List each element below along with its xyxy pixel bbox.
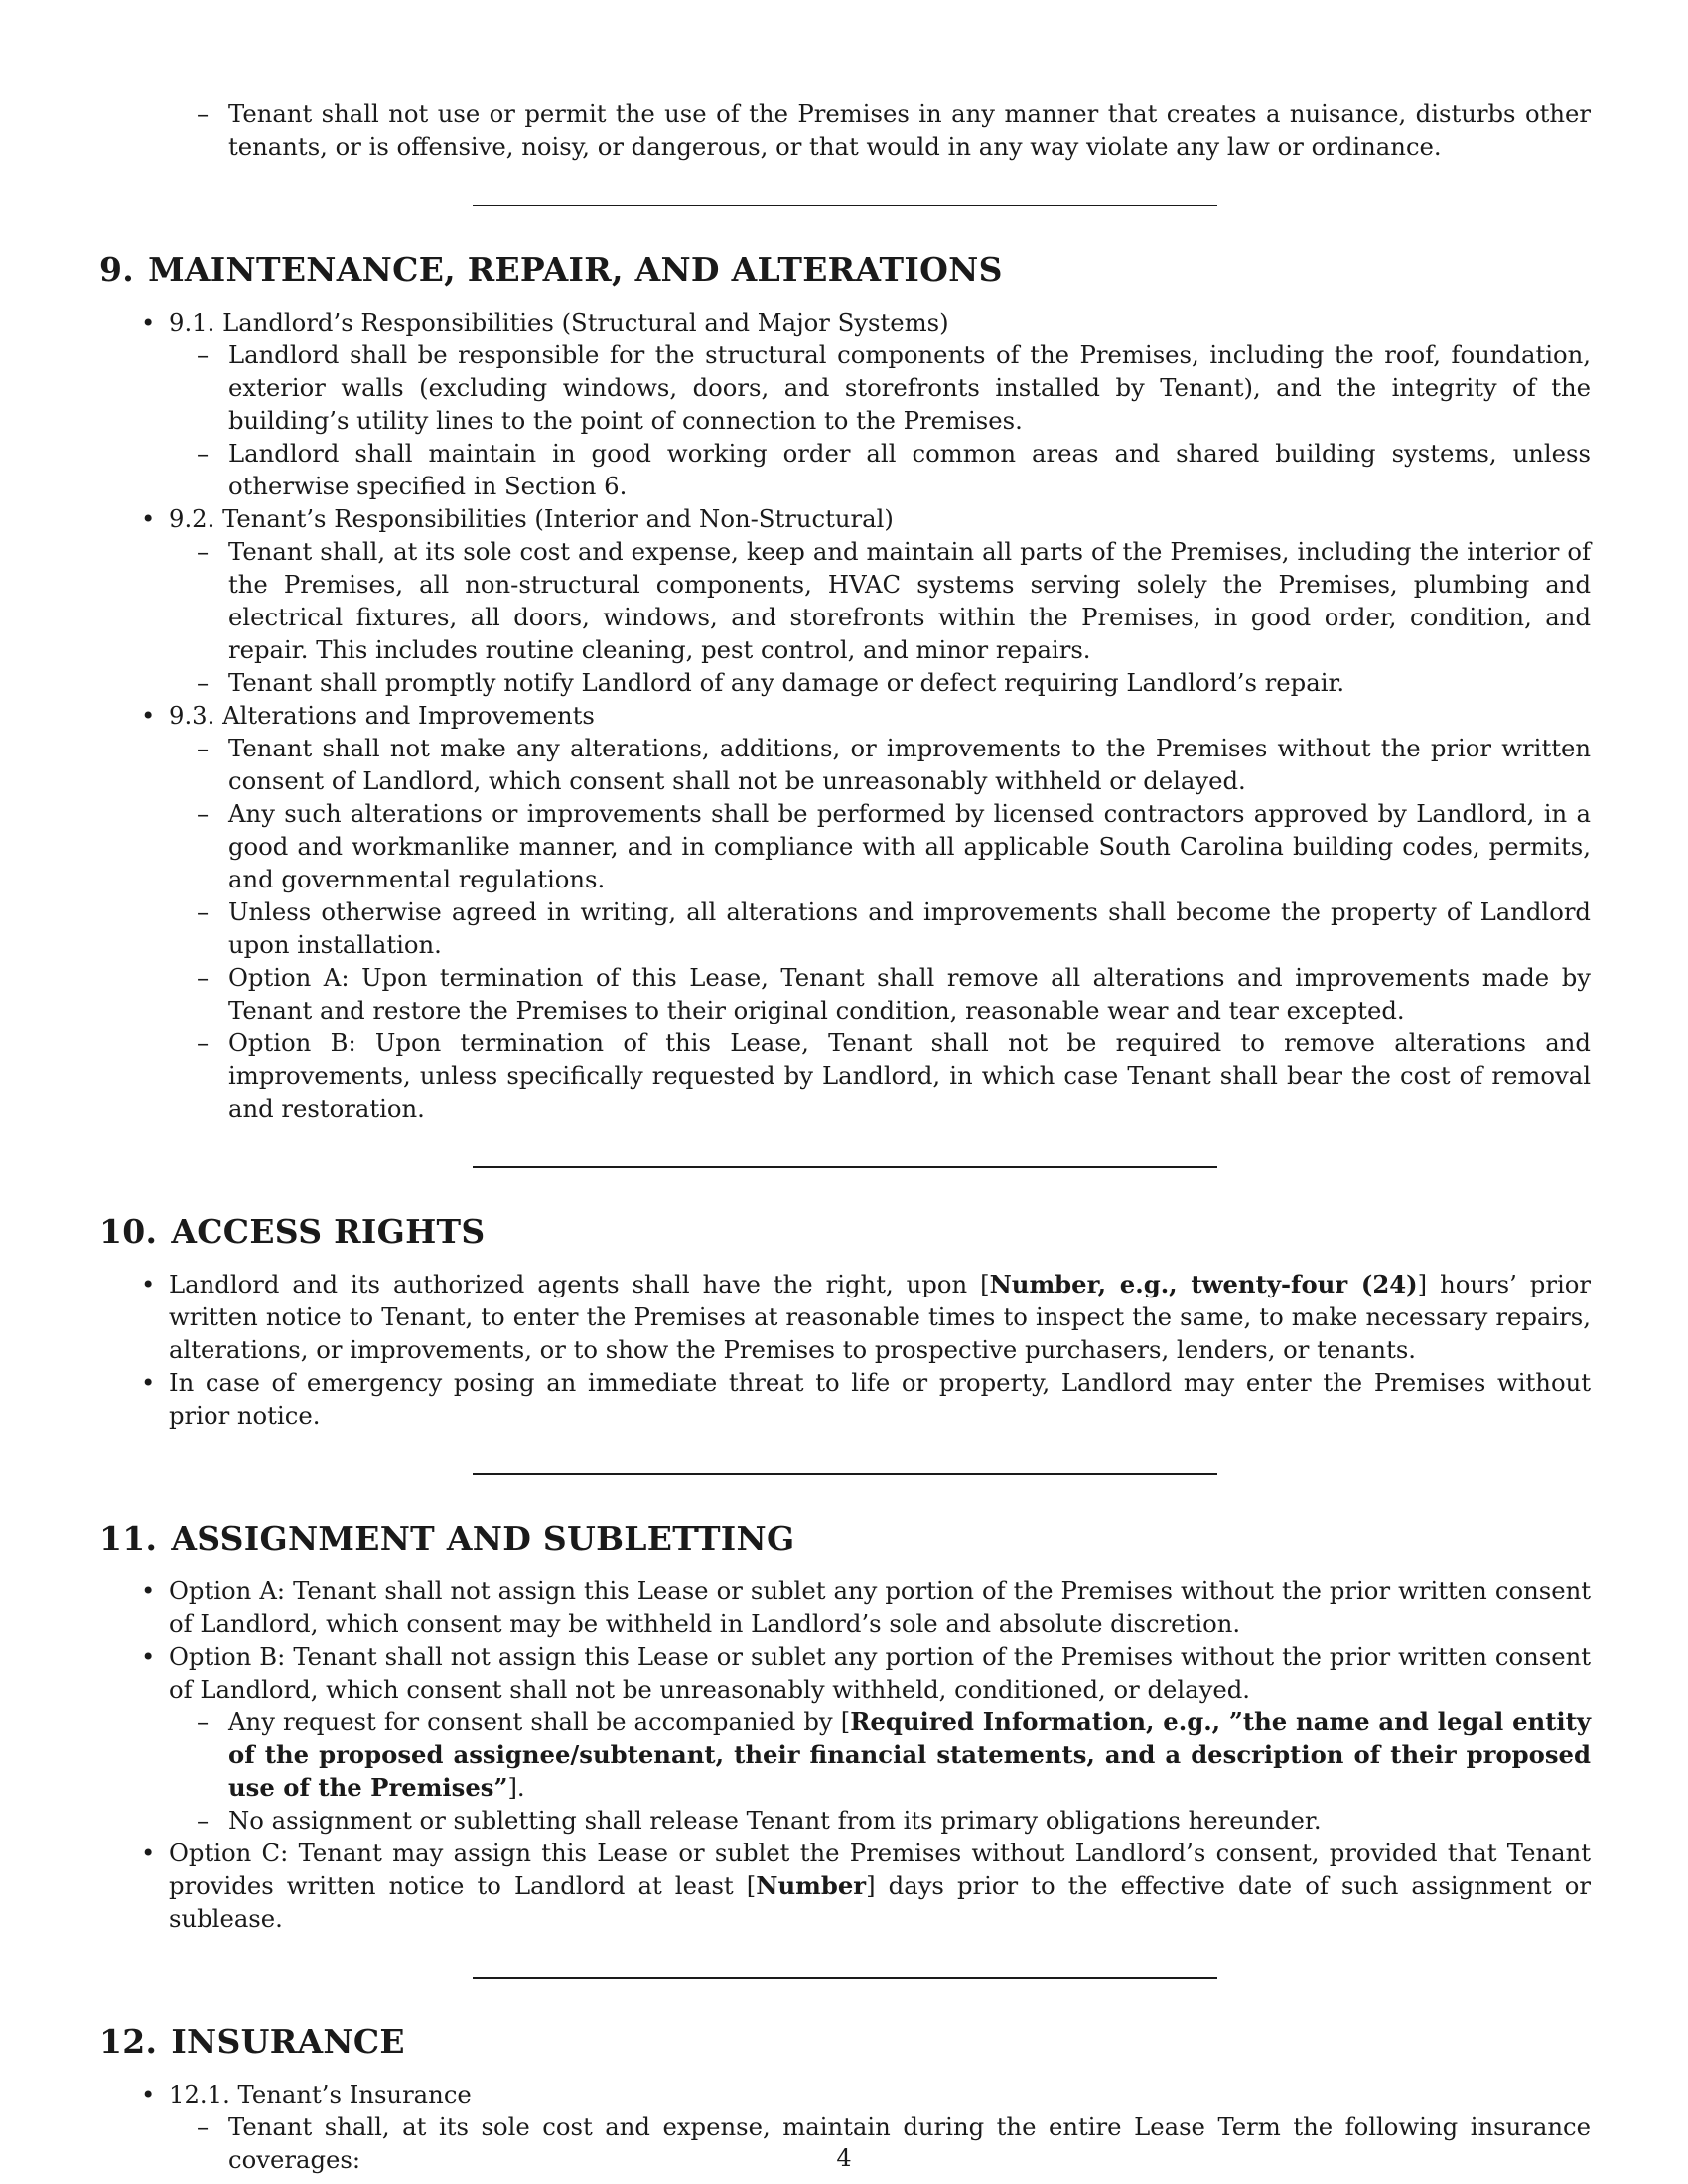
subsection-12-1: • 12.1. Tenant’s Insurance (99, 2078, 1591, 2111)
section-divider (473, 1473, 1217, 1475)
clause-9-1-structural: – Landlord shall be responsible for the structural components of the Premises, including the roof, foundation, exterior walls (excluding windows, doors, and storefronts installed by Tenant), and the integrity of the building’s utility lines to the point of connection to the Premises. (99, 339, 1591, 437)
clause-9-2-interior: – Tenant shall, at its sole cost and expense, keep and maintain all parts of the Premises, including the interior of the Premises, all non-structural components, HVAC systems serving solely the Premises, plumbing and electrical fixtures, all doors, windows, and storefronts within the Premises, in good order, condition, and repair. This includes routine cleaning, pest control, and minor repairs. (99, 535, 1591, 666)
section-title: ASSIGNMENT AND SUBLETTING (171, 1519, 795, 1558)
clause-9-1-common-areas: – Landlord shall maintain in good working order all common areas and shared building systems, unless otherwise specified in Section 6. (99, 437, 1591, 502)
section-heading-10 (99, 1212, 1591, 1252)
clause-use-nuisance: – Tenant shall not use or permit the use of the Premises in any manner that creates a nuisance, disturbs other tenants, or is offensive, noisy, or dangerous, or that would in any way violate any law or ordinance. (99, 97, 1591, 163)
subsection-9-3: • 9.3. Alterations and Improvements (99, 699, 1591, 732)
placeholder-field: Number, e.g., twenty-four (24) (989, 1270, 1418, 1298)
clause-12-1-coverages: – Tenant shall, at its sole cost and expense, maintain during the entire Lease Term the following insurance coverages: (99, 2111, 1591, 2176)
section-title: INSURANCE (171, 2022, 405, 2061)
clause-11-option-c (99, 1837, 1591, 1935)
clause-11-option-b: • Option B: Tenant shall not assign this Lease or sublet any portion of the Premises without the prior written consent of Landlord, which consent shall not be unreasonably withheld, conditioned, or delayed. (99, 1640, 1591, 1706)
clause-text: ] days prior to the effective date of such assignment or sublease. (169, 1871, 1591, 1933)
section-number: 9. (99, 250, 135, 289)
clause-10-access-notice (99, 1268, 1591, 1366)
clause-text: Any request for consent shall be accompanied by [ (228, 1707, 851, 1736)
subsection-9-1: • 9.1. Landlord’s Responsibilities (Structural and Major Systems) (99, 306, 1591, 339)
section-divider (473, 205, 1217, 206)
clause-text: ]. (507, 1773, 525, 1802)
placeholder-field: Required Information, e.g., ”the name and legal entity of the proposed assignee/subtenant, their financial statements, and a description of their proposed use of the Premises” (228, 1707, 1591, 1802)
clause-10-emergency: • In case of emergency posing an immediate threat to life or property, Landlord may enter the Premises without prior notice. (99, 1366, 1591, 1432)
section-number: 10. (99, 1212, 158, 1251)
section-heading-9 (99, 250, 1591, 290)
clause-9-2-notify: – Tenant shall promptly notify Landlord of any damage or defect requiring Landlord’s repair. (99, 666, 1591, 699)
subsection-9-2: • 9.2. Tenant’s Responsibilities (Interior and Non-Structural) (99, 502, 1591, 535)
section-divider (473, 1166, 1217, 1168)
clause-11-request-info (99, 1706, 1591, 1804)
section-title: ACCESS RIGHTS (171, 1212, 486, 1251)
section-title: MAINTENANCE, REPAIR, AND ALTERATIONS (148, 250, 1003, 289)
document-page (99, 97, 1591, 2176)
section-divider (473, 1977, 1217, 1979)
clause-text: Option C: Tenant may assign this Lease or sublet the Premises without Landlord’s consent, provided that Tenant provides written notice to Landlord at least [ (169, 1839, 1591, 1900)
page-number: 4 (836, 2144, 852, 2172)
section-heading-12 (99, 2022, 1591, 2062)
section-number: 11. (99, 1519, 158, 1558)
clause-9-3-consent: – Tenant shall not make any alterations, additions, or improvements to the Premises without the prior written consent of Landlord, which consent shall not be unreasonably withheld or delayed. (99, 732, 1591, 797)
clause-9-3-contractors: – Any such alterations or improvements shall be performed by licensed contractors approved by Landlord, in a good and workmanlike manner, and in compliance with all applicable South Carolina building codes, permits, and governmental regulations. (99, 797, 1591, 895)
clause-text: ] hours’ prior written notice to Tenant, to enter the Premises at reasonable times to inspect the same, to make necessary repairs, alterations, or improvements, or to show the Premises to prospective purchasers, lenders, or tenants. (169, 1270, 1591, 1364)
clause-9-3-property: – Unless otherwise agreed in writing, all alterations and improvements shall become the property of Landlord upon installation. (99, 895, 1591, 961)
placeholder-field: Number (756, 1871, 867, 1900)
clause-11-option-a: • Option A: Tenant shall not assign this Lease or sublet any portion of the Premises without the prior written consent of Landlord, which consent may be withheld in Landlord’s sole and absolute discretion. (99, 1574, 1591, 1640)
clause-9-3-option-a: – Option A: Upon termination of this Lease, Tenant shall remove all alterations and improvements made by Tenant and restore the Premises to their original condition, reasonable wear and tear excepted. (99, 961, 1591, 1026)
clause-9-3-option-b: – Option B: Upon termination of this Lease, Tenant shall not be required to remove alterations and improvements, unless specifically requested by Landlord, in which case Tenant shall bear the cost of removal and restoration. (99, 1026, 1591, 1125)
section-number: 12. (99, 2022, 158, 2061)
section-heading-11 (99, 1519, 1591, 1559)
clause-text: Landlord and its authorized agents shall have the right, upon [ (169, 1270, 990, 1298)
clause-11-no-release: – No assignment or subletting shall release Tenant from its primary obligations hereunder. (99, 1804, 1591, 1837)
